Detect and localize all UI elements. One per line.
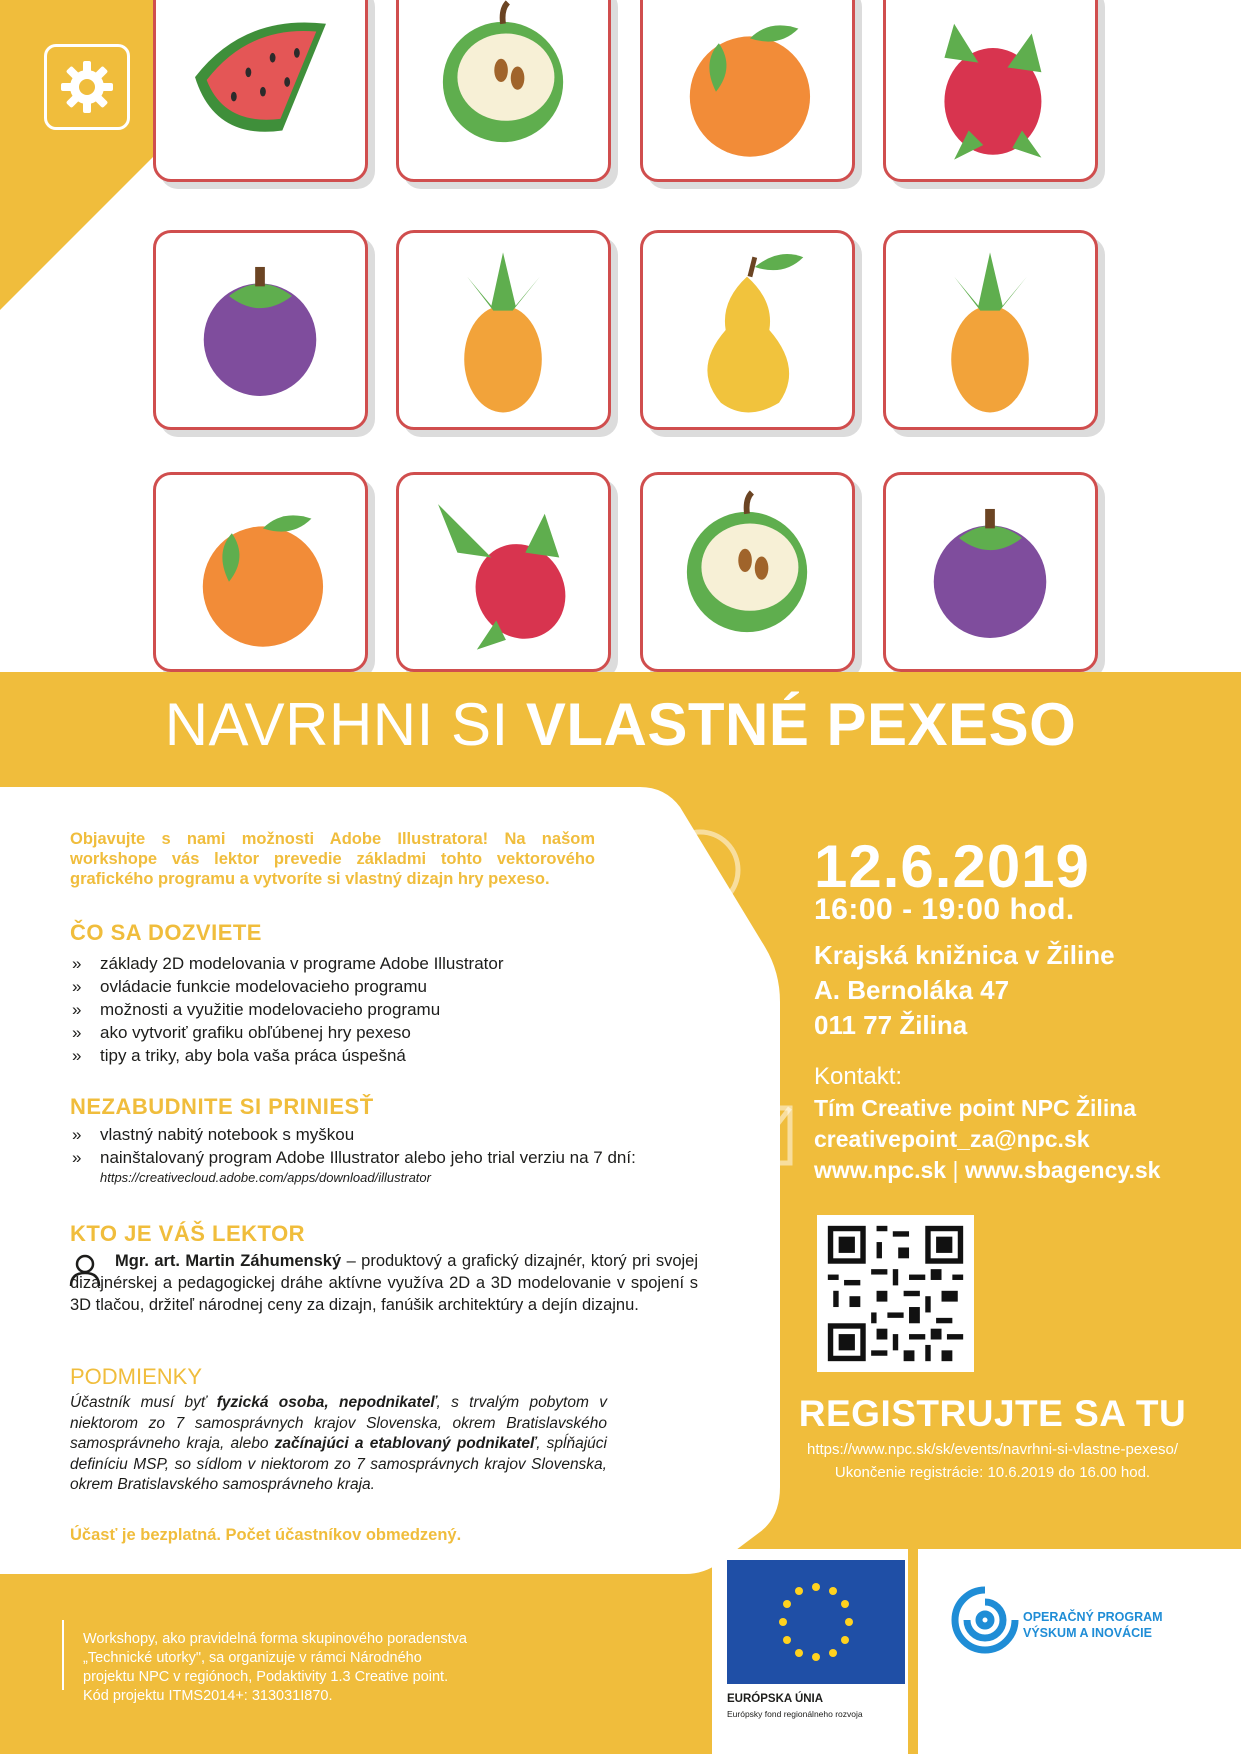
event-time: 16:00 - 19:00 hod. [814,893,1075,926]
dragonfruit-icon [399,475,608,669]
free-note: Účasť je bezplatná. Počet účastníkov obmedzený. [70,1526,462,1544]
learn-heading: ČO SA DOZVIETE [70,920,262,945]
op-label-line: VÝSKUM A INOVÁCIE [1023,1626,1152,1640]
list-item: » nainštalovaný program Adobe Illustrator alebo jeho trial verziu na 7 dní: [70,1146,710,1169]
website-separator: | [952,1157,959,1183]
peach-icon [643,0,852,179]
op-label [1023,1609,1163,1641]
registration-deadline: Ukončenie registrácie: 10.6.2019 do 16.00 hod. [834,1464,1151,1481]
location-pin-icon [708,955,778,1055]
contact-email[interactable]: creativepoint_za@npc.sk [814,1126,1090,1152]
pineapple-icon [399,233,608,427]
qr-code-graphic [817,1215,974,1372]
list-item: » ovládacie funkcie modelovacieho programu [70,975,690,998]
conditions-heading: PODMIENKY [70,1364,203,1389]
lecturer-name: Mgr. art. Martin Záhumenský [115,1252,342,1270]
event-street: A. Bernoláka 47 [814,975,1010,1005]
lecturer-heading: KTO JE VÁŠ LEKTOR [70,1221,306,1246]
event-date: 12.6.2019 [814,833,1090,900]
list-item: » tipy a triky, aby bola vaša práca úspešná [70,1044,690,1067]
lecturer-bio [70,1250,698,1316]
bring-heading: NEZABUDNITE SI PRINIESŤ [70,1094,374,1119]
envelope-icon [735,1100,795,1170]
creative-point-logo [44,44,130,130]
mangosteen-icon [886,475,1095,669]
conditions-part: , spĺňajúci definíciu MSP, so sídlom v niektorom zo 7 samosprávnych krajov Slovenska, okrem Bratislavského samosprávneho kraja. [70,1435,607,1493]
website-sbagency-link[interactable]: www.sbagency.sk [964,1157,1161,1183]
footer-line: Workshopy, ako pravidelná forma skupinového poradenstva [83,1631,467,1647]
conditions-part: , s trvalým pobytom v niektorom zo 7 samosprávnych krajov Slovenska, okrem Bratislavského samosprávneho kraja, alebo [70,1394,607,1452]
footer-text [83,1630,467,1706]
intro-text: Objavujte s nami možnosti Adobe Illustratora! Na našom workshope vás lektor prevedie základmi tohto vektorového grafického programu a vytvoríte si vlastný dizajn hry pexeso. [70,830,595,888]
contact-team: Tím Creative point NPC Žilina [814,1095,1137,1121]
list-item: » základy 2D modelovania v programe Adobe Illustrator [70,952,690,975]
eu-logo-panel [712,1549,908,1756]
card-peach-2 [153,472,368,672]
contact-websites [814,1157,1160,1184]
page-title [0,690,1241,759]
card-peach [640,0,855,182]
card-mangosteen [153,230,368,430]
watermelon-icon [156,0,365,179]
footer-line: Kód projektu ITMS2014+: 313031I870. [83,1688,333,1704]
pineapple-icon [886,233,1095,427]
white-panel-tail [0,1560,600,1580]
registration-link[interactable]: https://www.npc.sk/sk/events/navrhni-si-vlastne-pexeso/ [807,1441,1178,1458]
mangosteen-icon [156,233,365,427]
registration-heading: REGISTRUJTE SA TU [798,1393,1187,1434]
eu-fund-label: Európsky fond regionálneho rozvoja [727,1709,863,1719]
card-dragonfruit-2 [396,472,611,672]
event-city: 011 77 Žilina [814,1010,968,1040]
gear-icon [58,58,116,116]
lecturer-description: – produktový a grafický dizajnér, ktorý pri svojej dizajnérskej a pedagogickej dráhe aktívne využíva 2D a 3D modelovanie v spojení s 3D tlačou, držiteľ národnej ceny za dizajn, fanúšik architektúry a dejín dizajnu. [70,1252,699,1314]
card-pear [640,230,855,430]
contact-label: Kontakt: [814,1063,903,1090]
dragonfruit-icon [886,0,1095,179]
op-logo-panel [918,1549,1241,1756]
op-label-line: OPERAČNÝ PROGRAM [1023,1610,1163,1624]
eu-label: EURÓPSKA ÚNIA [727,1693,824,1705]
card-pineapple [396,230,611,430]
apple-icon [399,0,608,179]
clock-icon [655,825,745,915]
list-item: » možnosti a využitie modelovacieho programu [70,998,690,1021]
event-place: Krajská knižnica v Žiline [814,940,1115,970]
apple-icon [643,475,852,669]
illustrator-download-link[interactable]: https://creativecloud.adobe.com/apps/download/illustrator [100,1170,431,1185]
list-item: » ako vytvoriť grafiku obľúbenej hry pexeso [70,1021,690,1044]
card-pineapple-2 [883,230,1098,430]
conditions-text [70,1393,607,1496]
footer-line: projektu NPC v regiónoch, Podaktivity 1.3 Creative point. [83,1669,449,1685]
pear-icon [643,233,852,427]
registration-block [745,1393,1240,1481]
card-apple [396,0,611,182]
card-watermelon [153,0,368,182]
card-apple-2 [640,472,855,672]
op-vai-logo-icon [950,1585,1020,1655]
conditions-part: Účastník musí byť [70,1394,217,1411]
title-bold: VLASTNÉ PEXESO [525,691,1077,758]
footer-rule [62,1620,72,1690]
card-dragonfruit [883,0,1098,182]
bring-list [70,1123,710,1169]
list-item: » vlastný nabitý notebook s myškou [70,1123,710,1146]
conditions-bold: fyzická osoba, nepodnikateľ [216,1394,437,1411]
learn-list [70,952,690,1067]
eu-flag [727,1560,905,1684]
footer-line: „Technické utorky", sa organizuje v rámci Národného [83,1650,422,1666]
peach-icon [156,475,365,669]
card-mangosteen-2 [883,472,1098,672]
conditions-bold: začínajúci a etablovaný podnikateľ [274,1435,537,1452]
website-npc-link[interactable]: www.npc.sk [814,1157,947,1183]
qr-code[interactable] [817,1215,974,1372]
title-light: NAVRHNI SI [164,691,526,758]
